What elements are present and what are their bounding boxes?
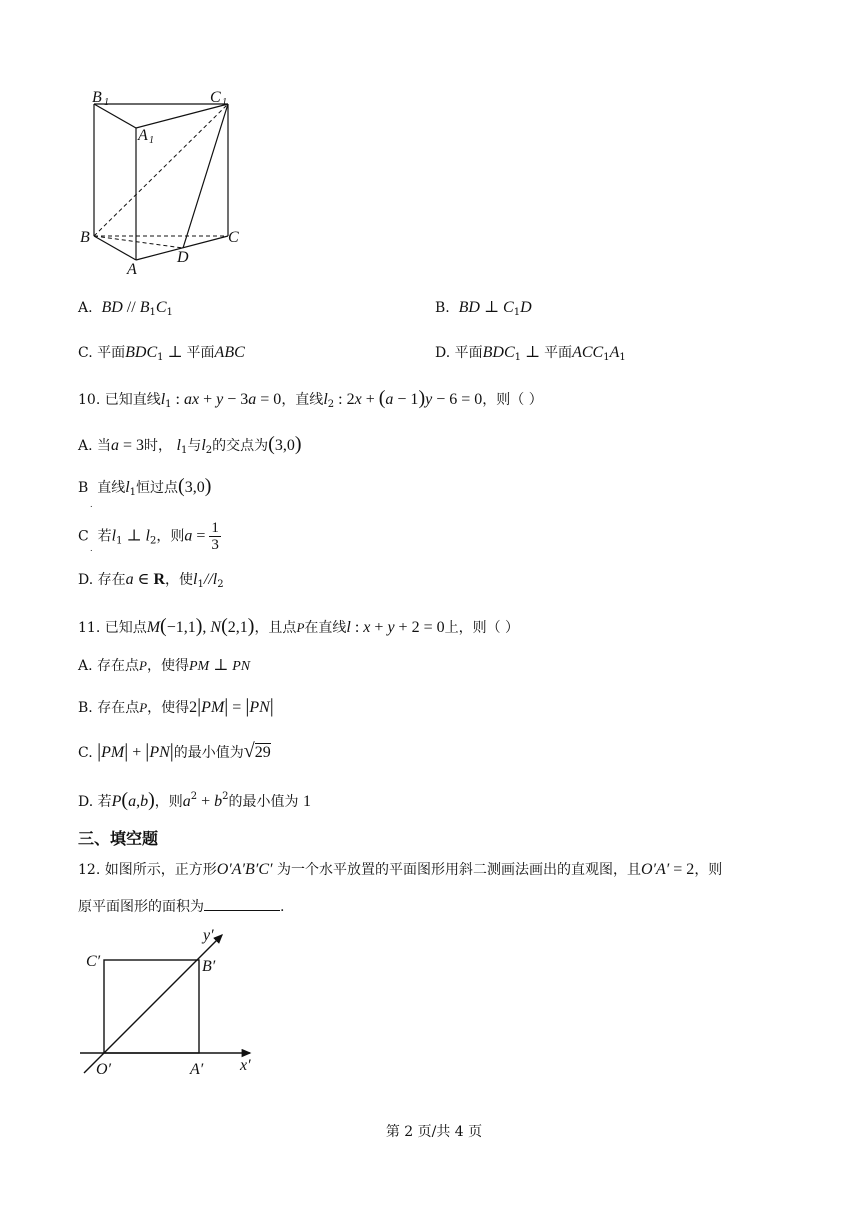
q12-stem-line1: 12. 如图所示，正方形O′A′B′C′ 为一个水平放置的平面图形用斜二测画法画出的直观图，且O′A′ = 2，则 xyxy=(78,861,723,878)
answer-blank[interactable] xyxy=(204,896,280,911)
svg-text:1: 1 xyxy=(104,97,109,108)
q9-option-b: B. BD ⊥ $C_1D$ xyxy=(435,299,532,318)
prism-figure xyxy=(76,86,256,286)
q9-option-a: A. BD // $B_1C_1$ xyxy=(78,299,173,318)
oblique-square-figure xyxy=(76,924,266,1084)
label-A: A xyxy=(127,261,137,278)
q10-option-d: D. 存在a ∈ R，使$l_1//l_2$ xyxy=(78,571,224,590)
label-C-prime: C′ xyxy=(86,953,101,970)
page-footer: 第 2 页/共 4 页 xyxy=(385,1124,483,1140)
q9-option-d: D. 平面$BDC_1$ ⊥ 平面$ACC_1A_1$ xyxy=(435,344,626,363)
label-C: C xyxy=(228,229,239,246)
q11-option-d: D. 若P(a,b)，则$a^2 + b^2$的最小值为 1 xyxy=(78,789,311,811)
q9-option-c: C. 平面$BDC_1$ ⊥ 平面ABC xyxy=(78,344,245,363)
q10-option-c: C 若$l_1$ ⊥ $l_2$，则a = $\frac{1}{3}$ xyxy=(78,520,219,553)
svg-text:1: 1 xyxy=(149,135,154,146)
label-B: B xyxy=(80,229,90,246)
q10-stem: 10. 已知直线$l_1$ : ax + y − 3a = 0，直线$l_2$ : 2x + (a − 1)y − 6 = 0，则（ ） xyxy=(78,387,543,410)
q11-option-a: A. 存在点P，使得PM ⊥ PN xyxy=(78,657,251,674)
label-C1: C xyxy=(210,89,221,106)
q11-stem: 11. 已知点M(−1,1), N(2,1)，且点P在直线l : x + y + 2 = 0上，则（ ） xyxy=(78,615,520,637)
label-x-prime: x′ xyxy=(240,1057,251,1074)
svg-text:1: 1 xyxy=(222,97,227,108)
q10-option-b: B 直线$l_1$恒过点(3,0) xyxy=(78,475,212,498)
label-y-prime: y′ xyxy=(203,927,214,944)
label-D: D xyxy=(177,249,189,266)
label-A1: A xyxy=(138,127,148,144)
q12-stem-line2: 原平面图形的面积为 . xyxy=(78,896,284,917)
q11-option-c: C. |PM| + |PN|的最小值为√29 xyxy=(78,740,271,762)
q10-option-a: A. 当a = 3时， $l_1$与$l_2$的交点为(3,0) xyxy=(78,433,302,456)
label-B-prime: B′ xyxy=(202,958,216,975)
label-O-prime: O′ xyxy=(96,1061,112,1078)
label-A-prime: A′ xyxy=(190,1061,204,1078)
q11-option-b: B. 存在点P，使得2|PM| = |PN| xyxy=(78,695,274,717)
section-title: 三、填空题 xyxy=(78,829,159,848)
label-B1: B xyxy=(92,89,102,106)
